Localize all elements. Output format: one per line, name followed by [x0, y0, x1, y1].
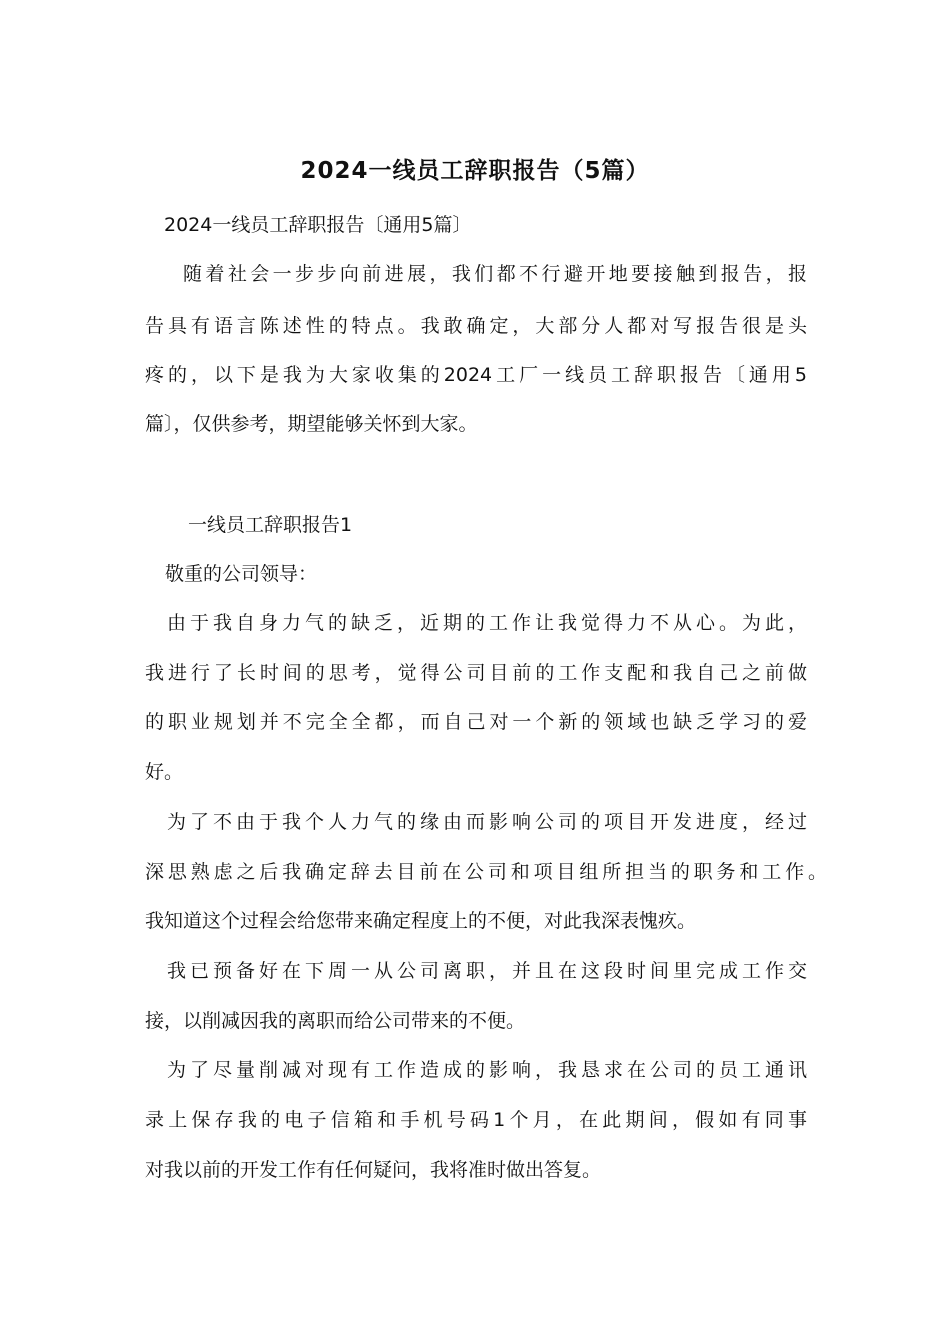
intro-line: 篇〕，仅供参考，期望能够关怀到大家。 — [145, 413, 478, 435]
body-line: 为了不由于我个人力气的缘由而影响公司的项目开发进度，经过 — [167, 811, 807, 833]
body-line: 我已预备好在下周一从公司离职，并且在这段时间里完成工作交 — [167, 960, 807, 982]
body-line: 我进行了长时间的思考，觉得公司目前的工作支配和我自己之前做 — [145, 662, 807, 684]
salutation: 敬重的公司领导： — [165, 563, 318, 585]
document-title: 2024一线员工辞职报告（5篇） — [300, 158, 650, 184]
body-line: 我知道这个过程会给您带来确定程度上的不便，对此我深表愧疚。 — [145, 910, 697, 932]
body-line: 为了尽量削减对现有工作造成的影响，我恳求在公司的员工通讯 — [167, 1059, 807, 1081]
body-line: 对我以前的开发工作有任何疑问，我将准时做出答复。 — [145, 1159, 602, 1181]
body-line: 好。 — [145, 761, 184, 783]
body-line: 录上保存我的电子信箱和手机号码1个月，在此期间，假如有同事 — [145, 1109, 807, 1131]
intro-line: 告具有语言陈述性的特点。我敢确定，大部分人都对写报告很是头 — [145, 315, 807, 337]
body-line: 接，以削减因我的离职而给公司带来的不便。 — [145, 1010, 526, 1032]
section-heading: 一线员工辞职报告1 — [188, 514, 353, 536]
body-line: 的职业规划并不完全全都，而自己对一个新的领域也缺乏学习的爱 — [145, 711, 807, 733]
intro-line: 随着社会一步步向前进展，我们都不行避开地要接触到报告，报 — [183, 263, 807, 285]
body-line: 深思熟虑之后我确定辞去目前在公司和项目组所担当的职务和工作。 — [145, 861, 827, 883]
body-line: 由于我自身力气的缺乏，近期的工作让我觉得力不从心。为此， — [167, 612, 807, 634]
document-subtitle: 2024一线员工辞职报告〔通用5篇〕 — [164, 214, 472, 236]
intro-line: 疼的，以下是我为大家收集的2024工厂一线员工辞职报告〔通用5 — [145, 364, 807, 386]
